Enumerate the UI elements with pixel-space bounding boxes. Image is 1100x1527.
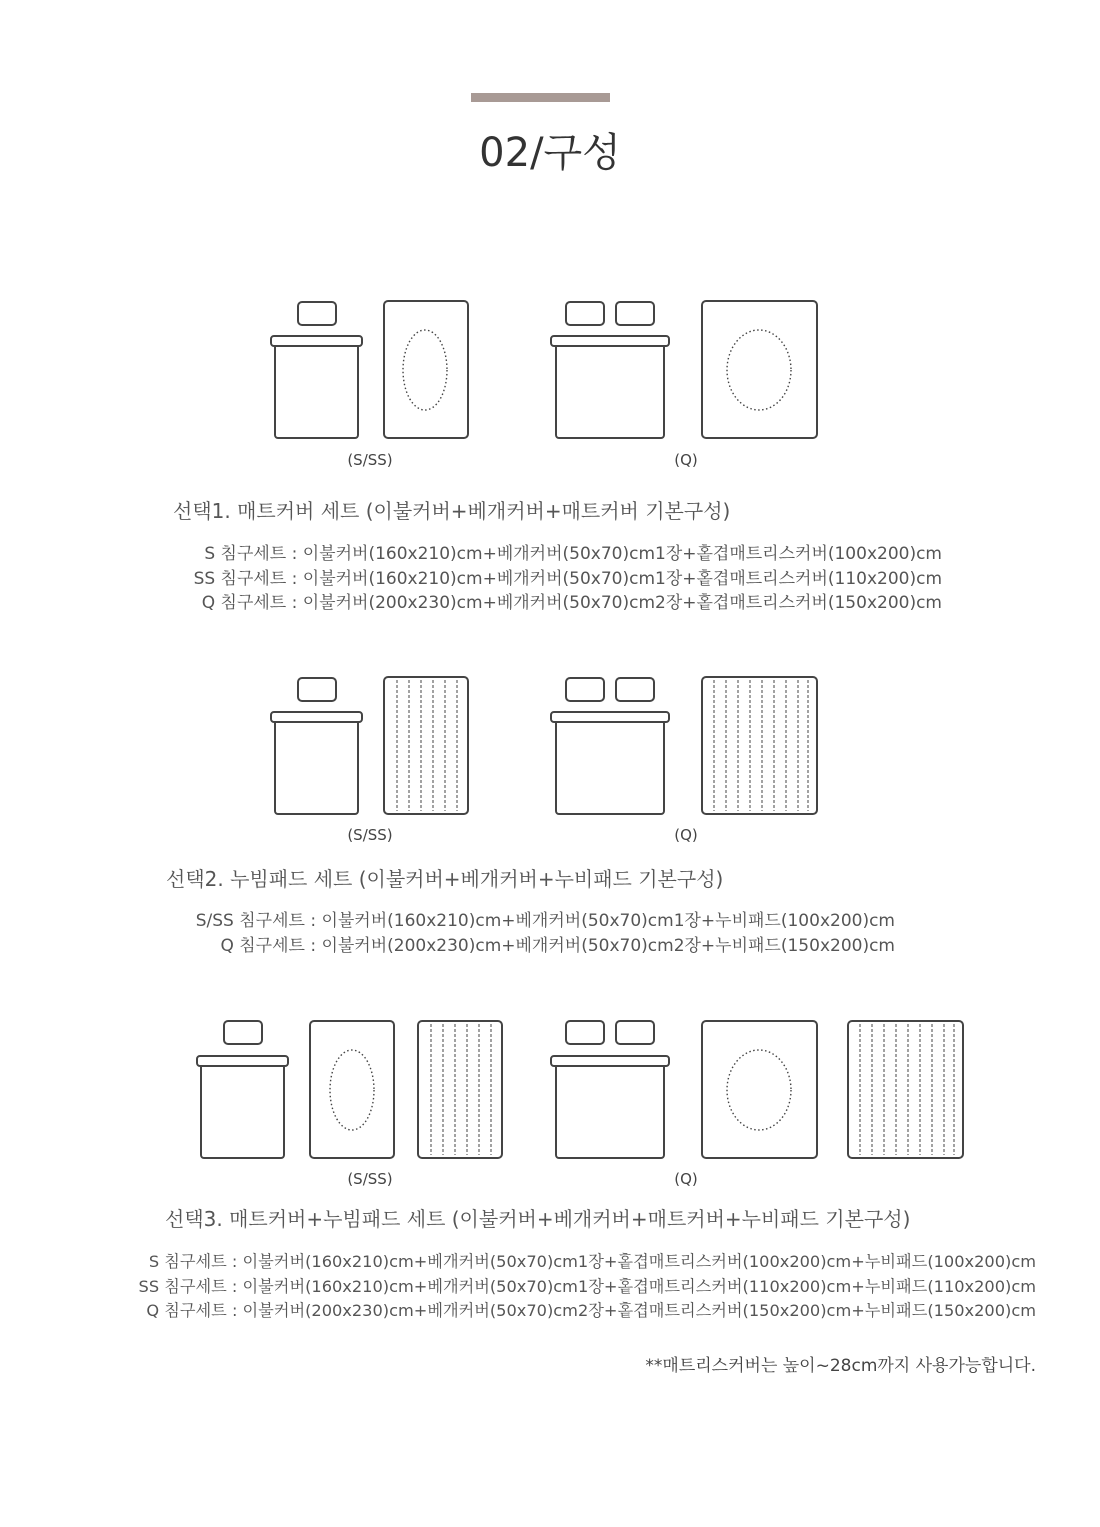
duvet-icon bbox=[197, 1056, 288, 1158]
pillow-icon bbox=[566, 678, 654, 701]
duvet-icon bbox=[551, 336, 669, 438]
option2-illustration bbox=[0, 666, 1100, 826]
pillow-icon bbox=[566, 302, 654, 325]
quilted-pad-icon bbox=[848, 1021, 963, 1158]
duvet-icon bbox=[551, 712, 669, 814]
mattress-cover-icon bbox=[310, 1021, 394, 1158]
pillow-icon bbox=[298, 678, 336, 701]
duvet-icon bbox=[271, 336, 362, 438]
duvet-icon bbox=[271, 712, 362, 814]
accent-bar bbox=[471, 93, 610, 102]
option1-illustration bbox=[0, 290, 1100, 450]
spec-line: S/SS 침구세트 : 이불커버(160x210)cm+베개커버(50x70)cm1장+누비패드(100x200)cm bbox=[195, 911, 895, 931]
spec-line: Q 침구세트 : 이불커버(200x230)cm+베개커버(50x70)cm2장+홑겹매트리스커버(150x200)cm bbox=[201, 593, 942, 613]
pillow-icon bbox=[298, 302, 336, 325]
pillow-icon bbox=[224, 1021, 262, 1044]
spec-line: Q 침구세트 : 이불커버(200x230)cm+베개커버(50x70)cm2장+홑겹매트리스커버(150x200)cm+누비패드(150x200)cm bbox=[146, 1301, 1036, 1320]
option3-specs bbox=[139, 1250, 1036, 1324]
option2-title: 선택2. 누빔패드 세트 (이불커버+베개커버+누비패드 기본구성) bbox=[166, 867, 724, 891]
option1-specs bbox=[194, 542, 942, 616]
pillow-icon bbox=[566, 1021, 654, 1044]
quilted-pad-icon bbox=[702, 677, 817, 814]
size-label-s-ss: (S/SS) bbox=[347, 826, 393, 844]
size-label-s-ss: (S/SS) bbox=[347, 451, 393, 469]
quilted-pad-icon bbox=[384, 677, 468, 814]
spec-line: SS 침구세트 : 이불커버(160x210)cm+베개커버(50x70)cm1장+홑겹매트리스커버(110x200)cm bbox=[193, 568, 942, 589]
page-title: 02/구성 bbox=[479, 130, 621, 176]
mattress-cover-icon bbox=[384, 301, 468, 438]
option3-title: 선택3. 매트커버+누빔패드 세트 (이불커버+베개커버+매트커버+누비패드 기본구성) bbox=[165, 1207, 911, 1231]
spec-line: SS 침구세트 : 이불커버(160x210)cm+베개커버(50x70)cm1장+홑겹매트리스커버(110x200)cm+누비패드(110x200)cm bbox=[138, 1276, 1036, 1296]
size-label-q: (Q) bbox=[674, 1170, 698, 1188]
duvet-icon bbox=[551, 1056, 669, 1158]
option2-specs bbox=[196, 909, 895, 958]
spec-line: S 침구세트 : 이불커버(160x210)cm+베개커버(50x70)cm1장+홑겹매트리스커버(100x200)cm+누비패드(100x200)cm bbox=[148, 1252, 1036, 1271]
quilted-pad-icon bbox=[418, 1021, 502, 1158]
size-label-s-ss: (S/SS) bbox=[347, 1170, 393, 1188]
footnote: **매트리스커버는 높이~28cm까지 사용가능합니다. bbox=[645, 1356, 1036, 1376]
option1-title: 선택1. 매트커버 세트 (이불커버+베개커버+매트커버 기본구성) bbox=[173, 499, 731, 523]
spec-line: S 침구세트 : 이불커버(160x210)cm+베개커버(50x70)cm1장+홑겹매트리스커버(100x200)cm bbox=[204, 544, 942, 564]
spec-line: Q 침구세트 : 이불커버(200x230)cm+베개커버(50x70)cm2장+누비패드(150x200)cm bbox=[220, 935, 895, 956]
size-label-q: (Q) bbox=[674, 451, 698, 469]
option3-illustration bbox=[0, 1010, 1100, 1170]
size-label-q: (Q) bbox=[674, 826, 698, 844]
mattress-cover-icon bbox=[702, 301, 817, 438]
mattress-cover-icon bbox=[702, 1021, 817, 1158]
